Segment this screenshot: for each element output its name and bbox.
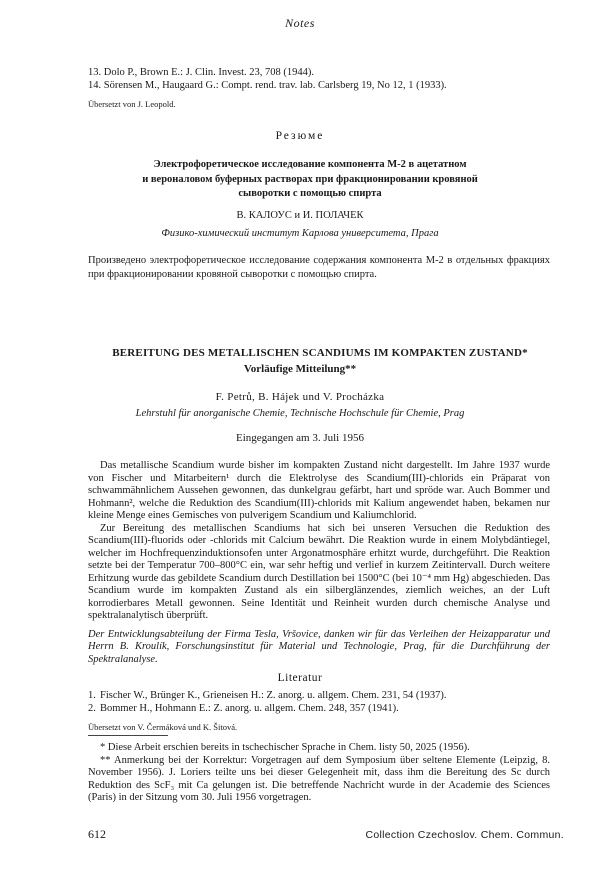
resume-heading: Резюме	[275, 130, 325, 142]
literature-text: Bommer H., Hohmann E.: Z. anorg. u. allgem. Chem. 248, 357 (1941).	[100, 703, 399, 714]
translator-note: Übersetzt von V. Čermáková und K. Šitová.	[88, 722, 238, 732]
literature-number: 1.	[88, 690, 96, 701]
literature-list	[88, 689, 550, 734]
article-institute: Lehrstuhl für anorganische Chemie, Technische Hochschule für Chemie, Prag	[135, 408, 465, 419]
literature-number: 2.	[88, 703, 96, 714]
footnote: ** Anmerkung bei der Korrektur: Vorgetragen auf dem Symposium über seltene Elemente (Leipzig, 8. November 1956). J. Loriers teilte uns bei dieser Gelegenheit mit, dass ihm die Bereitung des Sc durch Reduktion des ScF₃ mit Ca gelungen ist. Die betreffende Nachricht wurde in der Academie des Sciences (Paris) in der Sitzung vom 30. Juli 1956 vorgetragen.	[88, 754, 550, 803]
literature-text: Fischer W., Brünger K., Grieneisen H.: Z. anorg. u. allgem. Chem. 231, 54 (1937).	[100, 690, 447, 701]
page-number: 612	[88, 827, 106, 841]
footnote-divider	[88, 735, 168, 736]
literature-item	[88, 689, 550, 702]
resume-institute: Физико-химический институт Карлова университета, Прага	[161, 228, 439, 239]
literature-item	[88, 702, 550, 715]
received-date: Eingegangen am 3. Juli 1956	[235, 432, 364, 444]
previous-article-references	[88, 66, 548, 111]
resume-body: Произведено электрофоретическое исследование содержания компонента М-2 в отдельных фракциях при фракционировании кровяной сыворотки с помощью спирта.	[88, 255, 550, 280]
footnotes	[88, 742, 550, 805]
resume-authors: В. КАЛОУС и И. ПОЛАЧЕК	[236, 210, 364, 221]
article-authors: F. Petrů, B. Hájek und V. Procházka	[215, 391, 385, 403]
body-paragraph: Zur Bereitung des metallischen Scandiums hat sich bei unseren Versuchen die Reduktion des Scandium(III)-fluorids oder -chlorids mit Calcium bewährt. Die Reaktion wurde in einem Molybdäntiegel, welcher im Hochfrequenzinduktionsofen unter Argonatmosphäre erhitzt wurde, durchgeführt. Die Reaktion setzte bei der Temperatur 700–800°C ein, war sehr heftig und verlief in kurzem Zeitintervall. Durch weitere Erhitzung wurde das gebildete Scandium durch Destillation bei 1500°C (bei 10⁻⁴ mm Hg) abgeschieden. Das Scandium wurde im kompakten Zustand als ein silberglänzendes, ziemlich weiches, an der Luft korrodierbares Metall gewonnen. Seine Identität und Reinheit wurden durch chemische Analyse und spektralanalytisch überprüft.	[88, 522, 550, 621]
resume-title-line: Электрофоретическое исследование компонента М-2 в ацетатном	[153, 159, 467, 170]
body-paragraph: Das metallische Scandium wurde bisher im kompakten Zustand nicht dargestellt. Im Jahre 1937 wurde von Fischer und Mitarbeitern¹ durch die Elektrolyse des Scandium(III)-chlorids ein Präparat von schwammähnlichem Aussehen gewonnen, das dunkelgrau gefärbt, hart und spröde war. Auch Bommer und Hohmann², welche die Reduktion des Scandium(III)-chlorids mit Kalium angewendet haben, bekamen nur kleine Menge eines Gemisches von pulverigem Scandium und Kaliumchlorid.	[88, 460, 550, 521]
resume-title-line: сыворотки с помощью спирта	[238, 188, 382, 199]
acknowledgement: Der Entwicklungsabteilung der Firma Tesla, Vršovice, danken wir für das Verleihen der Heizapparatur und Herrn B. Kroulík, Forschungsinstitut für Material und Technologie, Prag, für die Durchführung der Spektralanalyse.	[88, 628, 550, 665]
article-subtitle: Vorläufige Mitteilung**	[243, 363, 357, 375]
reference-item: 14. Sörensen M., Haugaard G.: Compt. rend. trav. lab. Carlsberg 19, No 12, 1 (1933).	[88, 80, 447, 91]
footnote: * Diese Arbeit erschien bereits in tschechischer Sprache in Chem. listy 50, 2025 (1956).	[100, 742, 470, 753]
resume-title-line: и вероналовом буферных растворах при фракционировании кровяной	[142, 173, 478, 185]
journal-name: Collection Czechoslov. Chem. Commun.	[365, 829, 564, 841]
article-title: BEREITUNG DES METALLISCHEN SCANDIUMS IM KOMPAKTEN ZUSTAND*	[112, 347, 528, 359]
article-body	[88, 460, 550, 666]
reference-item: 13. Dolo P., Brown E.: J. Clin. Invest. 23, 708 (1944).	[88, 67, 315, 78]
running-header: Notes	[285, 16, 315, 30]
literature-heading: Literatur	[277, 672, 323, 684]
resume-title	[120, 158, 500, 202]
translator-note: Übersetzt von J. Leopold.	[88, 99, 176, 109]
